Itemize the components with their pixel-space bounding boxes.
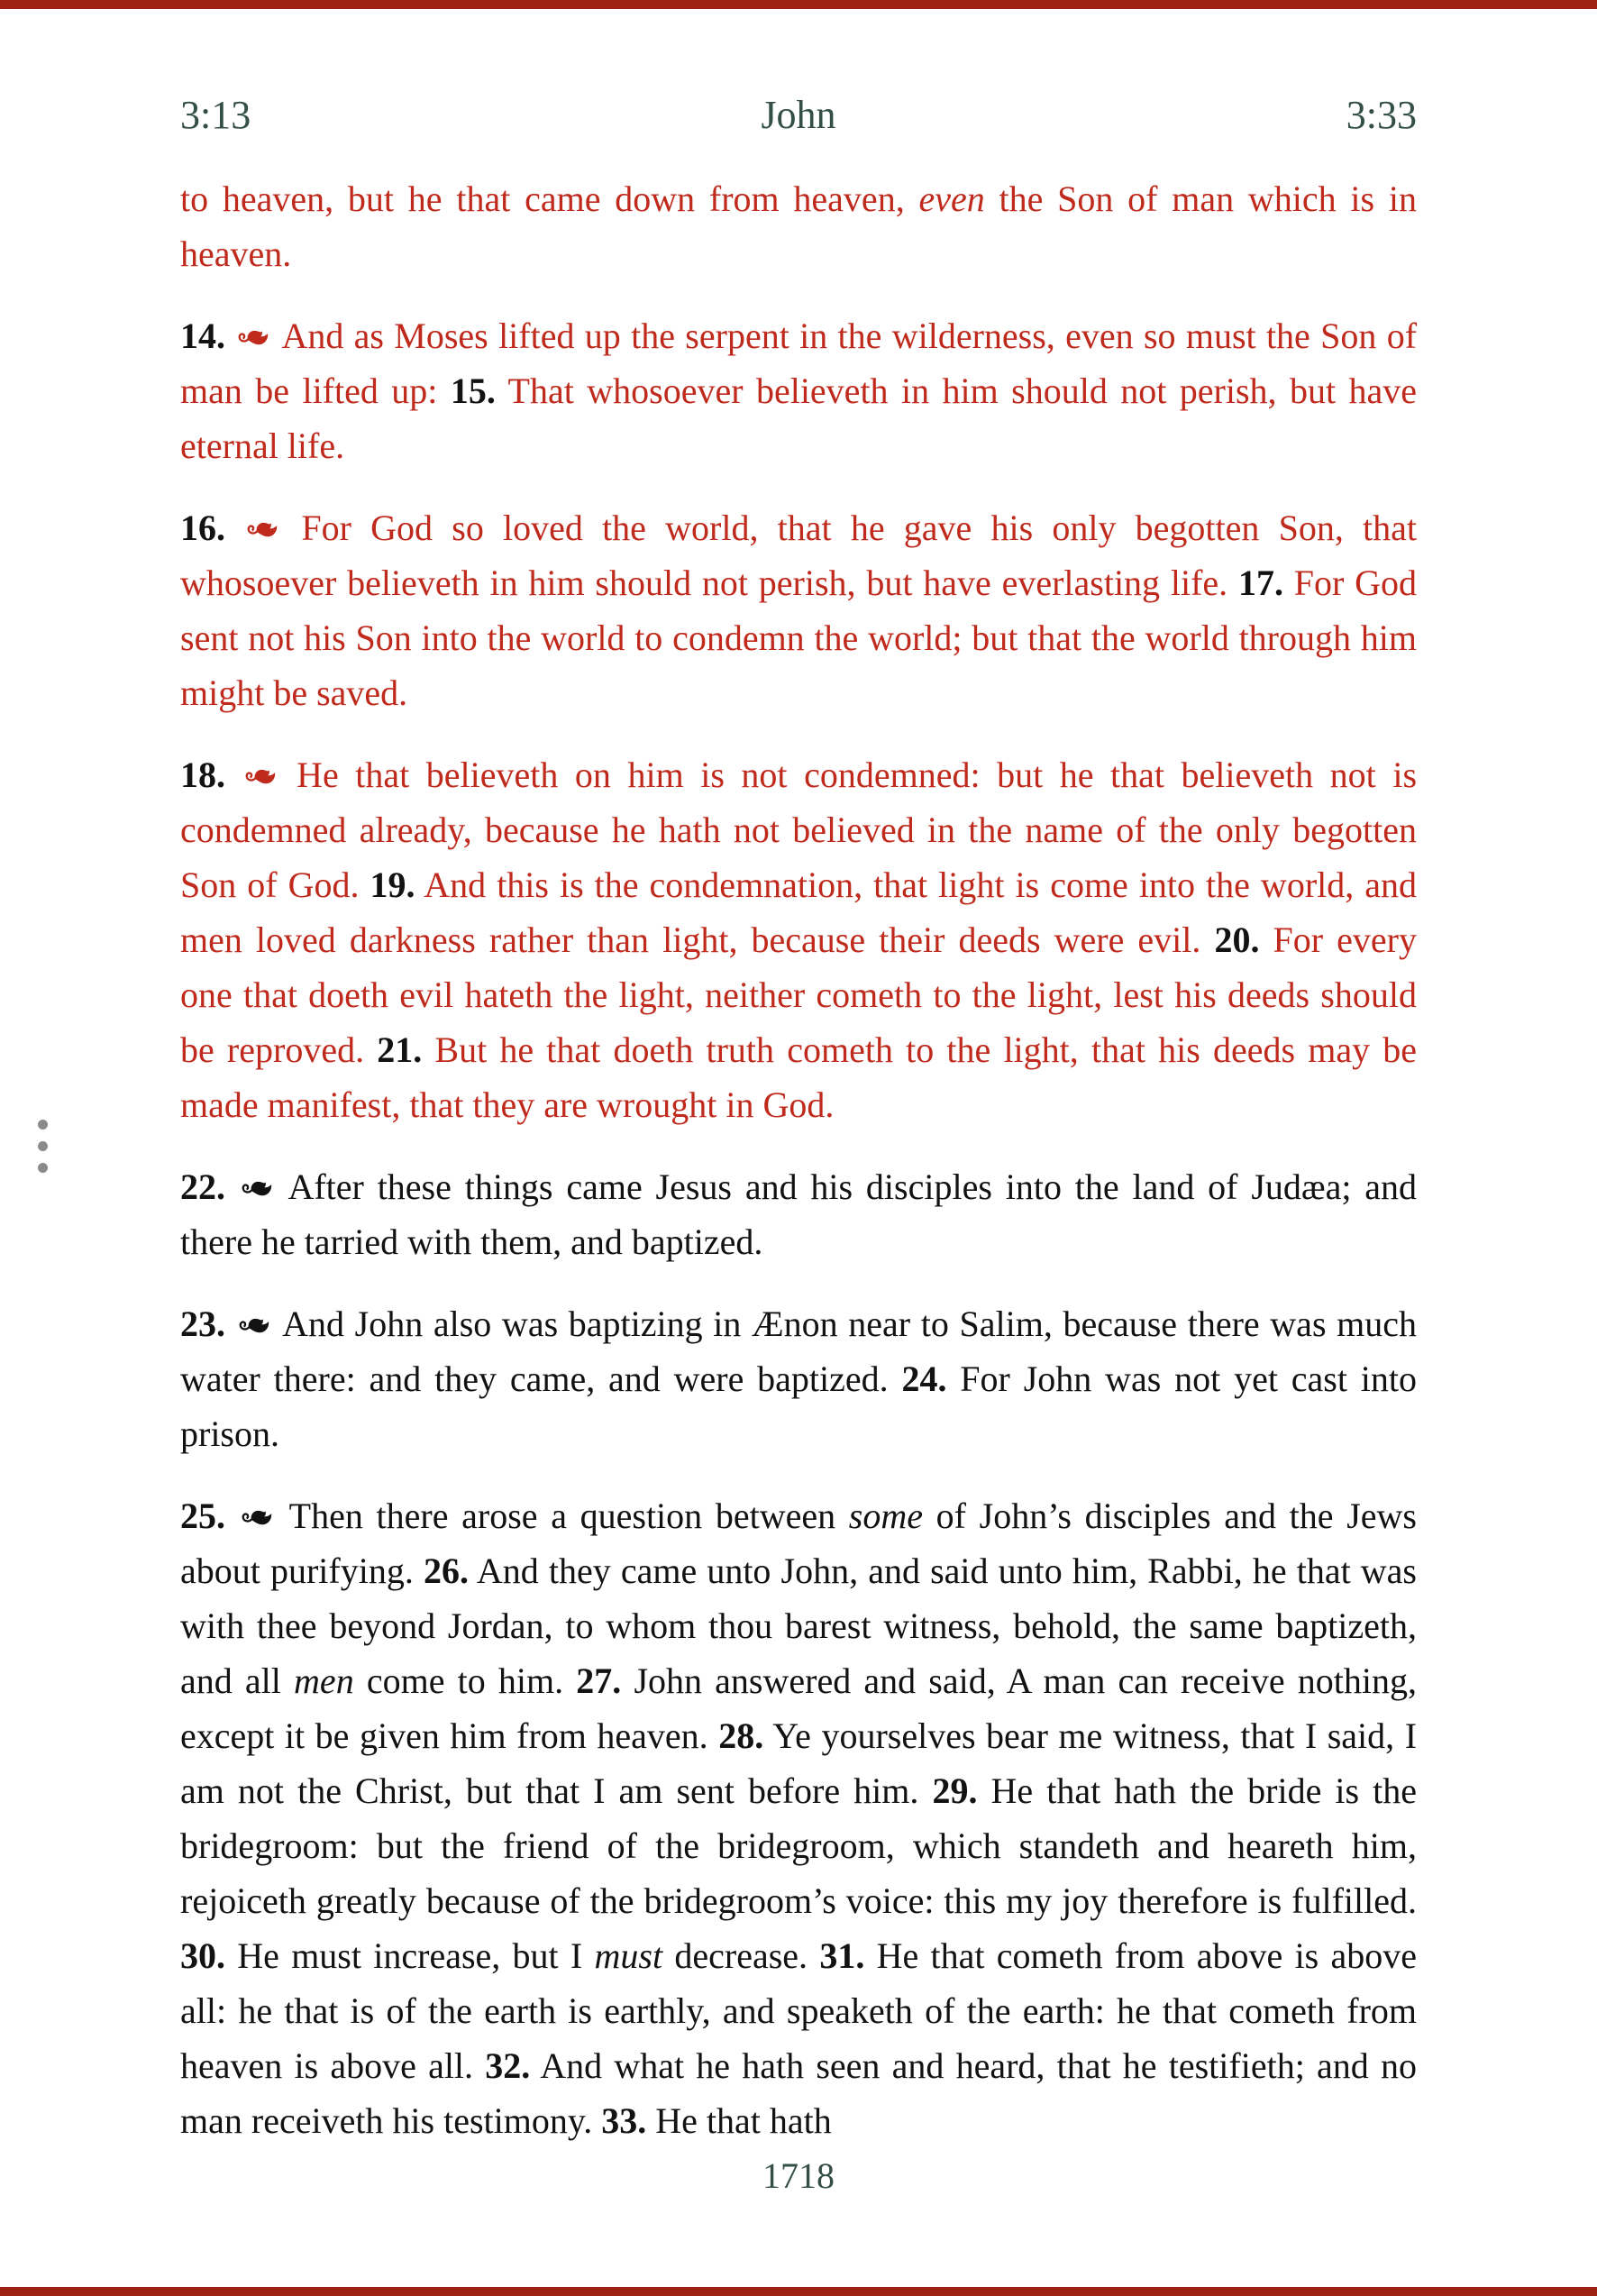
- verse-number: 14.: [180, 316, 225, 356]
- header-right-verse-ref: 3:33: [1346, 93, 1417, 137]
- verse-number: 26.: [423, 1550, 469, 1591]
- verse-number: 28.: [718, 1715, 764, 1756]
- verse-number: 32.: [485, 2045, 531, 2086]
- verse-number: 17.: [1237, 563, 1283, 603]
- hedera-ornament-icon: [239, 1177, 277, 1203]
- header-book-title: John: [761, 93, 836, 137]
- drag-handle-dot: [38, 1141, 48, 1151]
- verse-paragraph: to heaven, but he that came down from heaven, even the Son of man which is in heaven.: [180, 178, 1417, 274]
- verse-number: 30.: [180, 1935, 225, 1976]
- hedera-ornament-icon: [236, 1314, 274, 1340]
- top-accent-bar: [0, 0, 1597, 9]
- verse-number: 33.: [601, 2100, 647, 2141]
- verse-number: 22.: [180, 1166, 225, 1207]
- verse-number: 31.: [819, 1935, 865, 1976]
- verse-paragraph: 25. Then there arose a question between some of John’s disciples and the Jews about purifying. 26. And they came unto John, and said unto him, Rabbi, he that was with thee beyond Jordan, to whom thou barest witness, behold, the same baptizeth, and all men come to him. 27. John answered and said, A man can receive nothing, except it be given him from heaven. 28. Ye yourselves bear me witness, that I said, I am not the Christ, but that I am sent before him. 29. He that hath the bride is the bridegroom: but the friend of the bridegroom, which standeth and heareth him, rejoiceth greatly because of the bridegroom’s voice: this my joy therefore is fulfilled. 30. He must increase, but I must decrease. 31. He that cometh from above is above all: he that is of the earth is earthly, and speaketh of the earth: he that cometh from heaven is above all. 32. And what he hath seen and heard, that he testifieth; and no man receiveth his testimony. 33. He that hath: [180, 1496, 1418, 2141]
- verse-paragraph: 14. And as Moses lifted up the serpent in the wilderness, even so must the Son of man be lifted up: 15. That whosoever believeth in him should not perish, but have eternal life.: [180, 316, 1418, 466]
- verse-number: 19.: [370, 864, 415, 905]
- page-header: [180, 94, 1417, 137]
- bottom-accent-bar: [0, 2287, 1597, 2296]
- verse-number: 27.: [576, 1660, 622, 1701]
- page-number: 1718: [762, 2155, 835, 2196]
- hedera-ornament-icon: [244, 518, 282, 544]
- verse-number: 24.: [901, 1358, 947, 1399]
- verse-paragraph: 22. After these things came Jesus and his disciples into the land of Judæa; and there he tarried with them, and baptized.: [180, 1166, 1418, 1262]
- text-block: [180, 171, 1417, 2175]
- verse-number: 15.: [450, 370, 496, 411]
- hedera-ornament-icon: [242, 765, 280, 791]
- hedera-ornament-icon: [239, 1506, 277, 1532]
- side-drag-handle[interactable]: [38, 1120, 48, 1173]
- drag-handle-dot: [38, 1120, 48, 1130]
- verse-paragraph: 23. And John also was baptizing in Ænon near to Salim, because there was much water there: and they came, and were baptized. 24. For John was not yet cast into prison.: [180, 1304, 1418, 1454]
- italic-word: some: [848, 1496, 923, 1536]
- italic-word: men: [294, 1660, 354, 1701]
- header-left-verse-ref: 3:13: [180, 93, 251, 137]
- verse-number: 29.: [932, 1770, 978, 1811]
- hedera-ornament-icon: [235, 326, 273, 352]
- verse-paragraph: 18. He that believeth on him is not condemned: but he that believeth not is condemned already, because he hath not believed in the name of the only begotten Son of God. 19. And this is the condemnation, that light is come into the world, and men loved darkness rather than light, because their deeds were evil. 20. For every one that doeth evil hateth the light, neither cometh to the light, lest his deeds should be reproved. 21. But he that doeth truth cometh to the light, that his deeds may be made manifest, that they are wrought in God.: [180, 755, 1418, 1125]
- verse-number: 16.: [180, 508, 225, 548]
- verse-number: 18.: [180, 755, 225, 795]
- italic-word: must: [594, 1935, 663, 1976]
- verse-number: 20.: [1214, 919, 1260, 960]
- verse-number: 25.: [180, 1496, 225, 1536]
- drag-handle-dot: [38, 1163, 48, 1173]
- italic-word: even: [918, 178, 985, 219]
- verse-paragraph: 16. For God so loved the world, that he gave his only begotten Son, that whosoever believeth in him should not perish, but have everlasting life. 17. For God sent not his Son into the world to condemn the world; but that the world through him might be saved.: [180, 508, 1418, 713]
- verse-number: 21.: [377, 1029, 423, 1070]
- verse-number: 23.: [180, 1304, 225, 1344]
